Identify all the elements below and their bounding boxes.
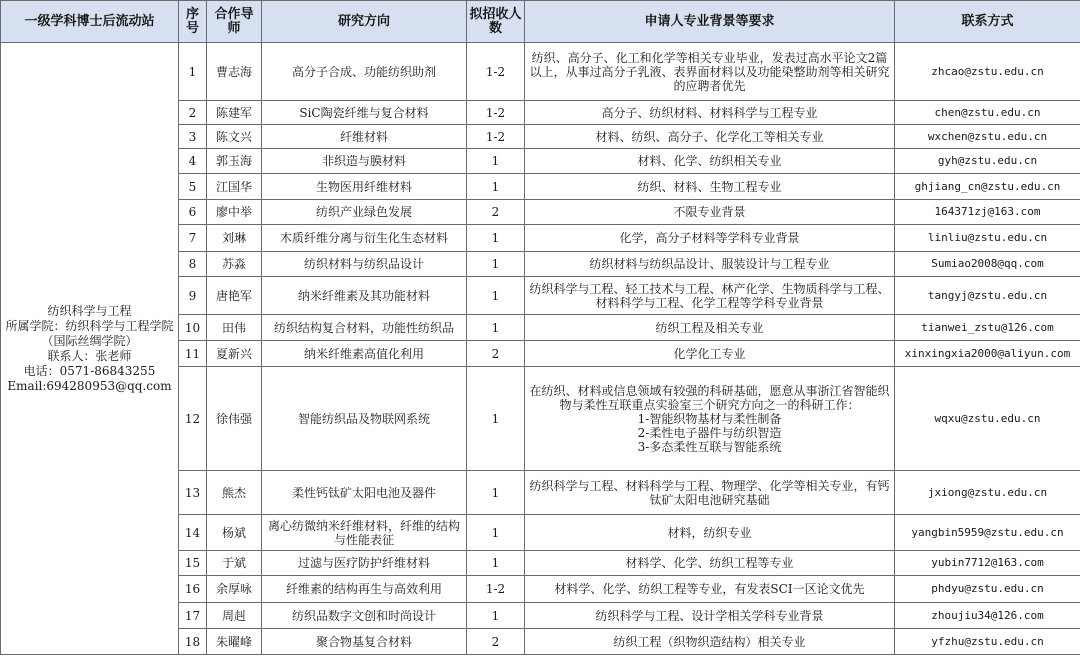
row-quota: 2 (467, 341, 525, 367)
row-mentor: 朱曜峰 (207, 629, 262, 655)
row-requirement: 不限专业背景 (525, 200, 895, 225)
row-requirement: 高分子、纺织材料、材料科学与工程专业 (525, 101, 895, 125)
row-mentor: 夏新兴 (207, 341, 262, 367)
row-email (895, 277, 1080, 315)
header-station: 一级学科博士后流动站 (1, 1, 179, 43)
row-quota: 1 (467, 471, 525, 515)
row-seq: 11 (179, 341, 207, 367)
row-direction: 纳米纤维素及其功能材料 (262, 277, 467, 315)
row-quota: 1-2 (467, 43, 525, 101)
row-direction: 智能纺织品及物联网系统 (262, 367, 467, 471)
row-requirement: 化学，高分子材料等学科专业背景 (525, 225, 895, 252)
row-mentor: 廖中举 (207, 200, 262, 225)
row-seq: 16 (179, 576, 207, 603)
row-requirement: 纺织科学与工程、轻工技术与工程、林产化学、生物质科学与工程、材料科学与工程、化学工程等学科专业背景 (525, 277, 895, 315)
row-seq: 4 (179, 149, 207, 174)
row-quota: 1 (467, 515, 525, 551)
row-email (895, 551, 1080, 576)
email-link[interactable]: ghjiang_cn@zstu.edu.cn (914, 179, 1061, 193)
email-link[interactable]: jxiong@zstu.edu.cn (927, 485, 1048, 499)
email-link[interactable]: 164371zj@163.com (934, 205, 1041, 218)
row-requirement: 化学化工专业 (525, 341, 895, 367)
row-requirement: 纺织材料与纺织品设计、服装设计与工程专业 (525, 252, 895, 277)
row-quota: 1 (467, 149, 525, 174)
station-email: Email:694280953@qq.com (7, 378, 172, 393)
email-link[interactable]: wxchen@zstu.edu.cn (927, 129, 1048, 143)
row-email (895, 341, 1080, 367)
email-link[interactable]: xinxingxia2000@aliyun.com (904, 346, 1071, 360)
row-seq: 3 (179, 125, 207, 149)
row-requirement: 纺织科学与工程、材料科学与工程、物理学、化学等相关专业，有钙钛矿太阳电池研究基础 (525, 471, 895, 515)
row-quota: 2 (467, 629, 525, 655)
research-direction-item: 3-多态柔性互联与智能系统 (637, 439, 782, 454)
row-seq: 6 (179, 200, 207, 225)
row-email (895, 315, 1080, 341)
row-requirement: 纺织工程及相关专业 (525, 315, 895, 341)
row-direction: 离心纺微纳米纤维材料，纤维的结构与性能表征 (262, 515, 467, 551)
row-mentor: 周赳 (207, 603, 262, 629)
table-row (1, 43, 1080, 101)
email-link[interactable]: tianwei_zstu@126.com (921, 320, 1054, 334)
row-seq: 12 (179, 367, 207, 471)
row-mentor: 陈建军 (207, 101, 262, 125)
email-link[interactable]: yubin7712@163.com (931, 556, 1044, 569)
station-contact-person: 联系人：张老师 (47, 348, 132, 363)
email-link[interactable]: chen@zstu.edu.cn (934, 105, 1041, 119)
row-quota: 1 (467, 603, 525, 629)
row-direction: 纳米纤维素高值化利用 (262, 341, 467, 367)
email-link[interactable]: Sumiao2008@qq.com (931, 257, 1044, 270)
row-direction: SiC陶瓷纤维与复合材料 (262, 101, 467, 125)
row-quota: 1 (467, 174, 525, 200)
row-direction: 生物医用纤维材料 (262, 174, 467, 200)
row-quota: 1 (467, 367, 525, 471)
row-direction: 过滤与医疗防护纤维材料 (262, 551, 467, 576)
row-email (895, 252, 1080, 277)
row-quota: 1 (467, 252, 525, 277)
row-requirement: 纺织、材料、生物工程专业 (525, 174, 895, 200)
row-requirement: 材料学、化学、纺织工程等专业，有发表SCI一区论文优先 (525, 576, 895, 603)
row-mentor: 陈文兴 (207, 125, 262, 149)
row-direction: 高分子合成、功能纺织助剂 (262, 43, 467, 101)
row-seq: 14 (179, 515, 207, 551)
row-mentor: 于斌 (207, 551, 262, 576)
row-requirement: 材料、化学、纺织相关专业 (525, 149, 895, 174)
row-direction: 柔性钙钛矿太阳电池及器件 (262, 471, 467, 515)
row-mentor: 唐艳军 (207, 277, 262, 315)
station-name: 纺织科学与工程 (47, 303, 132, 318)
header-contact: 联系方式 (895, 1, 1080, 43)
row-requirement: 纺织工程（织物织造结构）相关专业 (525, 629, 895, 655)
row-requirement: 材料、纺织、高分子、化学化工等相关专业 (525, 125, 895, 149)
research-direction-item: 2-柔性电子器件与纺织智造 (637, 425, 782, 440)
row-email (895, 200, 1080, 225)
row-quota: 1 (467, 551, 525, 576)
row-direction: 聚合物基复合材料 (262, 629, 467, 655)
row-email (895, 576, 1080, 603)
row-requirement: 材料学、化学、纺织工程等专业 (525, 551, 895, 576)
row-seq: 18 (179, 629, 207, 655)
row-quota: 1 (467, 277, 525, 315)
header-requirement: 申请人专业背景等要求 (525, 1, 895, 43)
row-mentor: 刘琳 (207, 225, 262, 252)
row-seq: 2 (179, 101, 207, 125)
row-mentor: 郭玉海 (207, 149, 262, 174)
row-mentor: 田伟 (207, 315, 262, 341)
row-email (895, 225, 1080, 252)
row-direction: 木质纤维分离与衍生化生态材料 (262, 225, 467, 252)
row-requirement: 材料，纺织专业 (525, 515, 895, 551)
row-direction: 非织造与膜材料 (262, 149, 467, 174)
row-email (895, 174, 1080, 200)
row-seq: 17 (179, 603, 207, 629)
row-seq: 13 (179, 471, 207, 515)
row-direction: 纺织产业绿色发展 (262, 200, 467, 225)
email-link[interactable]: yfzhu@zstu.edu.cn (931, 634, 1044, 648)
station-college: 所属学院：纺织科学与工程学院（国际丝绸学院） (5, 318, 174, 348)
row-seq: 10 (179, 315, 207, 341)
row-quota: 1-2 (467, 125, 525, 149)
row-quota: 1 (467, 315, 525, 341)
row-mentor: 徐伟强 (207, 367, 262, 471)
email-link[interactable]: gyh@zstu.edu.cn (937, 154, 1038, 167)
row-email (895, 367, 1080, 471)
row-email (895, 43, 1080, 101)
requirement-text: 在纺织、材料或信息领域有较强的科研基础，愿意从事浙江省智能织物与柔性互联重点实验室三个研究方向之一的科研工作： (529, 383, 890, 412)
row-seq: 15 (179, 551, 207, 576)
row-mentor: 苏淼 (207, 252, 262, 277)
email-link[interactable]: tangyj@zstu.edu.cn (927, 288, 1048, 302)
row-email (895, 101, 1080, 125)
row-mentor: 曹志海 (207, 43, 262, 101)
row-mentor: 江国华 (207, 174, 262, 200)
row-email (895, 149, 1080, 174)
row-quota: 1-2 (467, 101, 525, 125)
row-direction: 纺织材料与纺织品设计 (262, 252, 467, 277)
row-seq: 7 (179, 225, 207, 252)
row-seq: 9 (179, 277, 207, 315)
row-email (895, 515, 1080, 551)
row-requirement: 纺织、高分子、化工和化学等相关专业毕业，发表过高水平论文2篇以上，从事过高分子乳液、表界面材料以及功能染整助剂等相关研究的应聘者优先 (525, 43, 895, 101)
email-link[interactable]: wqxu@zstu.edu.cn (934, 411, 1041, 425)
header-mentor: 合作导师 (207, 1, 262, 43)
station-phone: 电话：0571-86843255 (23, 363, 156, 378)
email-link[interactable]: linliu@zstu.edu.cn (927, 231, 1048, 244)
row-email (895, 603, 1080, 629)
row-mentor: 余厚咏 (207, 576, 262, 603)
row-email (895, 629, 1080, 655)
header-direction: 研究方向 (262, 1, 467, 43)
row-requirement: 纺织科学与工程、设计学相关学科专业背景 (525, 603, 895, 629)
row-direction: 纤维素的结构再生与高效利用 (262, 576, 467, 603)
row-direction: 纤维材料 (262, 125, 467, 149)
email-link[interactable]: zhcao@zstu.edu.cn (931, 64, 1044, 78)
research-direction-item: 1-智能织物基材与柔性制备 (637, 411, 782, 426)
row-direction: 纺织品数字文创和时尚设计 (262, 603, 467, 629)
station-info-cell (1, 43, 179, 655)
row-seq: 8 (179, 252, 207, 277)
email-link[interactable]: yangbin5959@zstu.edu.cn (911, 525, 1064, 539)
row-mentor: 熊杰 (207, 471, 262, 515)
header-seq: 序号 (179, 1, 207, 43)
row-quota: 1-2 (467, 576, 525, 603)
row-requirement (525, 367, 895, 471)
row-direction: 纺织结构复合材料，功能性纺织品 (262, 315, 467, 341)
row-seq: 1 (179, 43, 207, 101)
row-email (895, 125, 1080, 149)
header-quota: 拟招收人数 (467, 1, 525, 43)
email-link[interactable]: zhoujiu34@126.com (931, 608, 1044, 622)
row-seq: 5 (179, 174, 207, 200)
row-email (895, 471, 1080, 515)
row-quota: 1 (467, 225, 525, 252)
row-quota: 2 (467, 200, 525, 225)
email-link[interactable]: phdyu@zstu.edu.cn (931, 582, 1044, 595)
header-row (1, 1, 1080, 43)
row-mentor: 杨斌 (207, 515, 262, 551)
